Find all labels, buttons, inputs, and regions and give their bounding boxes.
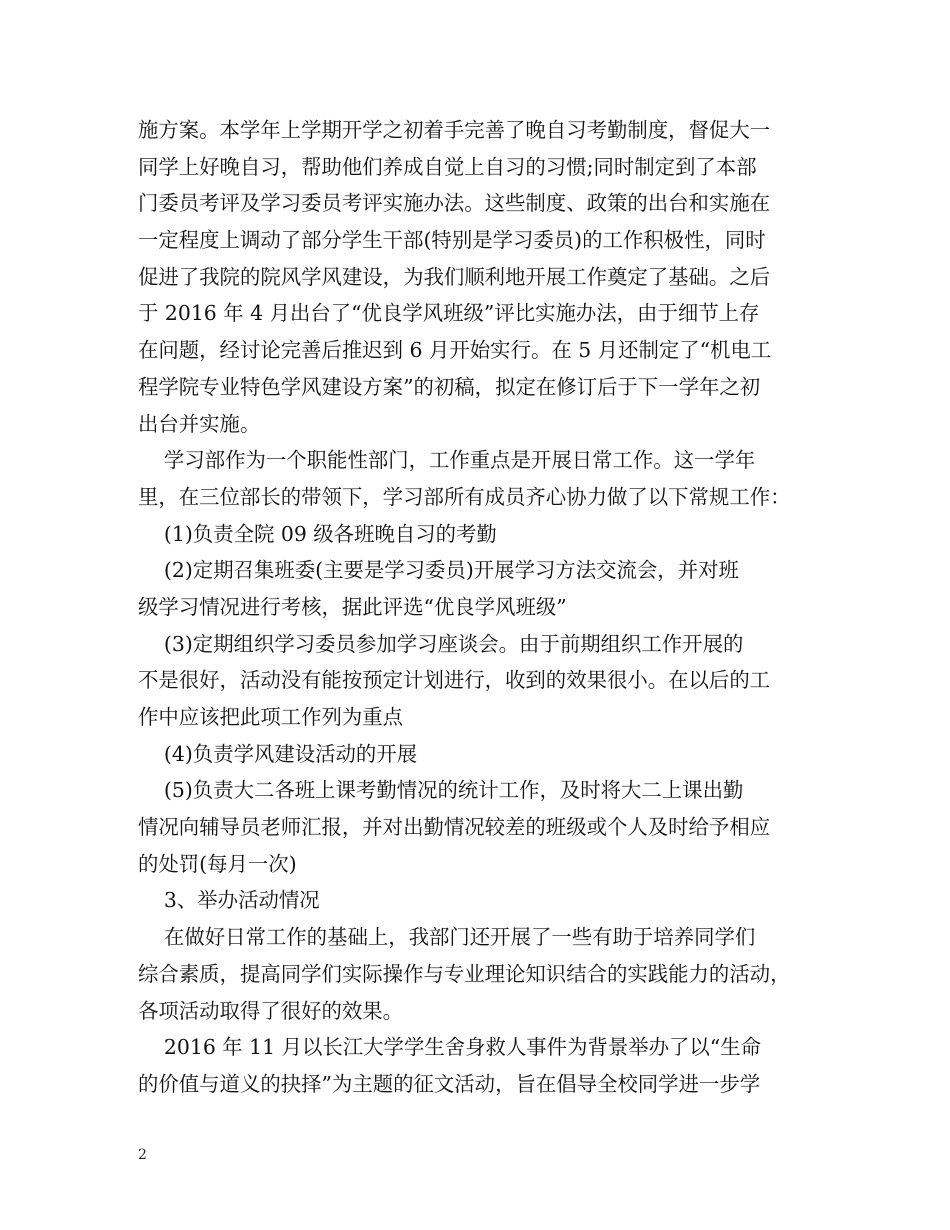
text-line: (4)负责学风建设活动的开展 [138, 741, 418, 766]
text-line: 各项活动取得了很好的效果。 [138, 998, 404, 1023]
text-line: (1)负责全院 09 级各班晚自习的考勤 [138, 521, 497, 546]
text-line: 里，在三位部长的带领下，学习部所有成员齐心协力做了以下常规工作： [138, 484, 791, 509]
text-line: 出台并实施。 [138, 411, 261, 436]
text-line: 作中应该把此项工作列为重点 [138, 705, 404, 729]
text-line: 促进了我院的院风学风建设，为我们顺利地开展工作奠定了基础。之后 [138, 264, 771, 289]
text-line: 在问题，经讨论完善后推迟到 6 月开始实行。在 5 月还制定了“机电工 [138, 338, 772, 363]
text-line: (3)定期组织学习委员参加学习座谈会。由于前期组织工作开展的 [138, 631, 744, 656]
text-line: 同学上好晚自习，帮助他们养成自觉上自习的习惯;同时制定到了本部 [138, 154, 757, 179]
text-line: 2016 年 11 月以长江大学学生舍身救人事件为背景举办了以“生命 [138, 1035, 762, 1060]
text-line: 学习部作为一个职能性部门，工作重点是开展日常工作。这一学年 [138, 448, 756, 473]
text-line: 的处罚(每月一次) [138, 851, 297, 876]
text-line: 于 2016 年 4 月出台了“优良学风班级”评比实施办法，由于细节上存 [138, 301, 760, 326]
text-line: 3、举办活动情况 [138, 888, 320, 913]
text-line: 不是很好，活动没有能按预定计划进行，收到的效果很小。在以后的工 [138, 668, 771, 693]
text-line: (5)负责大二各班上课考勤情况的统计工作，及时将大二上课出勤 [138, 778, 744, 803]
text-line: 施方案。本学年上学期开学之初着手完善了晚自习考勤制度，督促大一 [138, 118, 771, 142]
page-number: 2 [138, 1147, 147, 1163]
text-line: 情况向辅导员老师汇报，并对出勤情况较差的班级或个人及时给予相应 [138, 815, 771, 840]
text-line: 在做好日常工作的基础上，我部门还开展了一些有助于培养同学们 [138, 925, 756, 950]
text-line: 的价值与道义的抉择”为主题的征文活动，旨在倡导全校同学进一步学 [138, 1071, 761, 1096]
text-line: (2)定期召集班委(主要是学习委员)开展学习方法交流会，并对班 [138, 558, 739, 583]
text-line: 一定程度上调动了部分学生干部(特别是学习委员)的工作积极性，同时 [138, 228, 766, 253]
text-line: 综合素质，提高同学们实际操作与专业理论知识结合的实践能力的活动， [138, 961, 791, 986]
body-text [138, 112, 828, 1103]
text-line: 门委员考评及学习委员考评实施办法。这些制度、政策的出台和实施在 [138, 191, 771, 216]
text-line: 级学习情况进行考核，据此评选“优良学风班级” [138, 594, 567, 619]
text-line: 程学院专业特色学风建设方案”的初稿，拟定在修订后于下一学年之初 [138, 374, 761, 399]
